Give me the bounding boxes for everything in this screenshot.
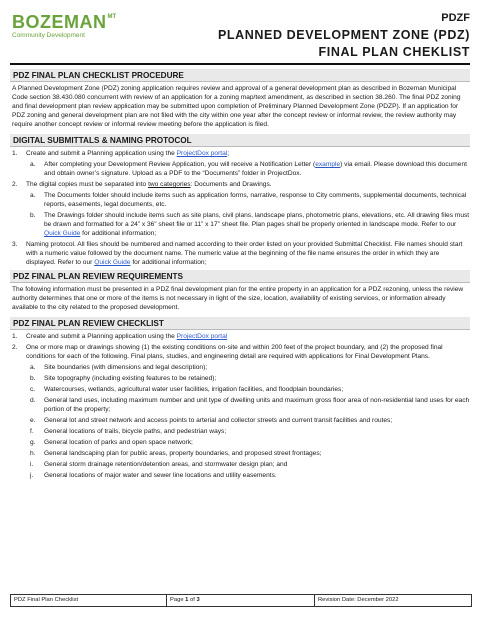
underlined-text: two categories <box>148 181 191 188</box>
example-link[interactable]: example <box>315 161 341 168</box>
item-text: After completing your Development Review Application, you will receive a Notification Letter ( <box>44 161 316 168</box>
sub-item <box>24 416 470 425</box>
item-text: Site boundaries (with dimensions and legal description); <box>44 364 208 371</box>
sub-item <box>24 396 470 414</box>
item-text: Create and submit a Planning application using the <box>26 150 177 157</box>
header <box>10 6 470 66</box>
item-letter: b. <box>30 375 36 382</box>
item-text: ; <box>227 150 230 157</box>
list-item: 3. Naming protocol. All files should be numbered and named according to their order listed on your provided Submittal Checklist. File names should start with a numeric value followed by the document name. The numeric value at the beginning of the file name ensures the order in which they are displayed. Refer to our Quick Guide for additional information; <box>12 241 463 266</box>
item-letter: e. <box>30 417 36 424</box>
list-item: 1. Create and submit a Planning application using the ProjectDox portal; <box>12 150 230 157</box>
item-letter: a. <box>30 364 36 371</box>
sub-item <box>24 460 470 469</box>
item-text: General land uses, including maximum number and unit type of dwelling units and maximum gross floor area of non-residential land uses for each portion of the property; <box>44 397 470 413</box>
sub-item: a. After completing your Development Review Application, you will receive a Notification Letter (example) via email. Please download this document and obtain owner’s signature. Upload as a PDF to the “Documents” folder in ProjectDox. <box>30 161 467 177</box>
item-text: One or more map or drawings showing (1) the existing conditions on-site and within 200 feet of the project boundary, and (2) the proposed final conditions for each of the following. Final plans, studies, and engineering detail are required with applications for Final Development Plans. <box>26 344 443 360</box>
footer-doc-name: PDZ Final Plan Checklist <box>11 595 167 606</box>
procedure-text: A Planned Development Zone (PDZ) zoning application requires review and approval of a general development plan as described in Bozeman Municipal Code section 38.430.080 concurrent with review of an application for a zoning map/text amendment, as described in section 38.260. The final PDZ zoning and final development plan review application may be submitted upon completion of Preliminary Planned Development Zone (PDZP). If an application for PDZ zoning and general development plan are not filed with the city within one year after the concept review or informal review, the review authority may require another concept review or informal review meeting before the application is filed. <box>12 85 461 128</box>
item-letter: j. <box>30 472 34 479</box>
sub-item: a. The Documents folder should include items such as application forms, narrative, response to City comments, supplemental documents, technical reports, easements, legal documents, etc. <box>24 191 470 209</box>
footer-revision-date: Revision Date: December 2022 <box>318 597 399 603</box>
item-letter: h. <box>30 450 36 457</box>
quick-guide-link[interactable]: Quick Guide <box>44 230 81 237</box>
title-divider <box>10 63 470 65</box>
projectdox-link[interactable]: ProjectDox portal <box>176 150 228 157</box>
sub-item <box>24 471 470 480</box>
sub-item <box>24 438 470 447</box>
document-code: PDZF <box>441 12 470 24</box>
page-footer <box>10 594 472 607</box>
item-text: for additional information; <box>80 230 157 237</box>
section-heading-submittals: DIGITAL SUBMITTALS & NAMING PROTOCOL <box>10 134 470 147</box>
sub-item: b. The Drawings folder should include items such as site plans, civil plans, landscape plans, photometric plans, elevations, etc. All drawing files must be drawn and formatted for a 24” x 36” sheet file or 11” x 17” sheet file. Plan pages shall be properly oriented in landscape mode. Refer to our Quick Guide for additional information; <box>30 212 470 237</box>
submittals-list <box>10 149 470 267</box>
page-total: 3 <box>196 597 200 603</box>
sub-item <box>24 385 470 394</box>
item-text: General storm drainage retention/detention areas, and stormwater design plan; and <box>44 461 288 468</box>
sub-item <box>24 427 470 436</box>
item-text: The Drawings folder should include items such as site plans, civil plans, landscape plans, photometric plans, elevations, etc. All drawing files must be drawn and formatted for a 24” x 36” sheet file or 11” x 17” sheet file. Plan pages shall be properly oriented in landscape mode. Refer to our <box>44 212 470 228</box>
item-text: General lot and street network and access points to arterial and collector streets and current transit facilities and routes; <box>44 417 393 424</box>
item-text: : Documents and Drawings. <box>190 181 272 188</box>
item-letter: d. <box>30 397 36 404</box>
footer-page-number <box>167 595 315 606</box>
logo-wordmark: BOZEMAN <box>12 12 107 32</box>
projectdox-link[interactable]: ProjectDox portal <box>176 333 228 340</box>
bozeman-logo <box>12 12 116 39</box>
item-text: Naming protocol. All files should be numbered and named according to their order listed on your provided Submittal Checklist. File names should start with a numeric value followed by the document name. The numeric value at the beginning of the file name ensures the order in which they are displayed. Refer to our <box>26 241 463 266</box>
sub-item <box>24 374 470 383</box>
page-of: of <box>188 597 197 603</box>
list-item: 2. The digital copies must be separated into two categories: Documents and Drawings. <box>12 181 272 188</box>
list-item: 1. Create and submit a Planning application using the ProjectDox portal <box>12 333 228 340</box>
section-heading-requirements: PDZ FINAL PLAN REVIEW REQUIREMENTS <box>10 270 470 283</box>
item-text: ) via email. Please download this document and obtain owner’s signature. Upload as a PDF to the “Documents” folder in ProjectDox. <box>44 161 467 177</box>
checklist-list <box>10 332 470 480</box>
document-page <box>10 6 470 482</box>
sub-item <box>24 449 470 458</box>
item-text: General locations of major water and sewer line locations and utility easements. <box>44 472 277 479</box>
logo-mt: MT <box>107 14 117 20</box>
item-letter: c. <box>30 386 36 393</box>
item-text: Site topography (including existing features to be retained); <box>44 375 217 382</box>
page-label: Page <box>170 597 186 603</box>
requirements-text: The following information must be presented in a PDZ final development plan for the entire property in an application for a PDZ rezoning, unless the review authority determines that one or more of the items is not necessary in light of the size, location, availability of existing services, or information already available to the city related to the proposed development. <box>12 286 464 311</box>
section-heading-checklist: PDZ FINAL PLAN REVIEW CHECKLIST <box>10 317 470 330</box>
item-text: General locations of trails, bicycle paths, and pedestrian ways; <box>44 428 227 435</box>
logo-subtitle: Community Development <box>12 32 85 39</box>
item-text: The digital copies must be separated into <box>26 181 149 188</box>
item-text: for additional information; <box>130 259 207 266</box>
page-current: 1 <box>185 597 189 603</box>
quick-guide-link[interactable]: Quick Guide <box>94 259 131 266</box>
section-heading-procedure: PDZ FINAL PLAN CHECKLIST PROCEDURE <box>10 69 470 82</box>
item-letter: f. <box>30 428 34 435</box>
sub-item <box>24 363 470 372</box>
item-letter: g. <box>30 439 36 446</box>
page-title-line1: PLANNED DEVELOPMENT ZONE (PDZ) <box>217 28 470 42</box>
list-item: 2. One or more map or drawings showing (1) the existing conditions on-site and within 200 feet of the project boundary, and (2) the proposed final conditions for each of the following. Final plans, studies, and engineering detail are required with applications for Final Development Plans. <box>10 343 470 361</box>
item-letter: i. <box>30 461 34 468</box>
item-text: The Documents folder should include items such as application forms, narrative, response to City comments, supplemental documents, technical reports, easements, legal documents, etc. <box>44 192 467 208</box>
item-text: Watercourses, wetlands, agricultural water user facilities, irrigation facilities, and floodplain boundaries; <box>44 386 344 393</box>
item-text: Create and submit a Planning application using the <box>26 333 177 340</box>
item-text: General location of parks and open space network; <box>44 439 193 446</box>
page-title-line2: FINAL PLAN CHEKLIST <box>318 45 470 59</box>
item-text: General landscaping plan for public areas, property boundaries, and proposed street frontages; <box>44 450 322 457</box>
